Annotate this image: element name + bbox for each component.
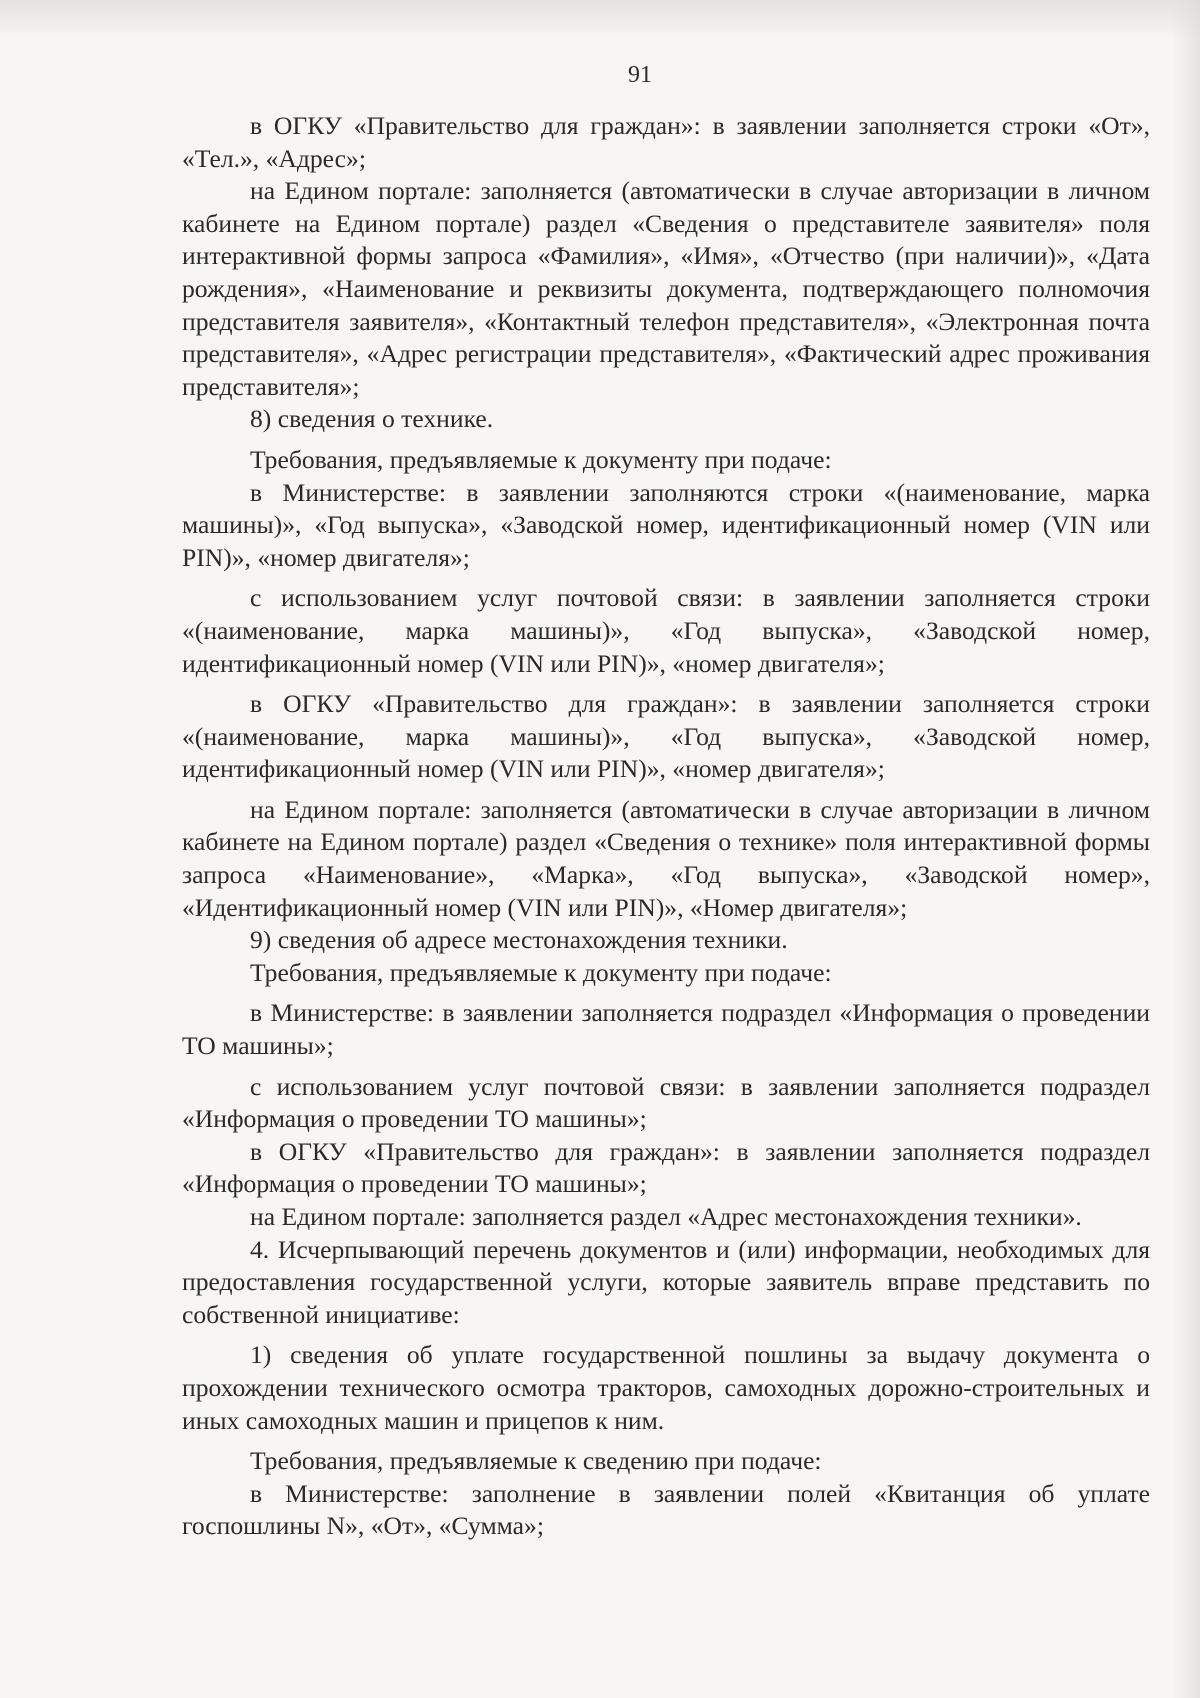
paragraph: в Министерстве: в заявлении заполняются строки «(наименование, марка машины)», «Год выпуска», «Заводской номер, идентификационный номер (VIN или PIN)», «номер двигателя»;	[182, 477, 1150, 572]
paragraph: в Министерстве: заполнение в заявлении полей «Квитанция об уплате госпошлины N», «От», «Сумма»;	[182, 1478, 1150, 1541]
paragraph: в ОГКУ «Правительство для граждан»: в заявлении заполняется строки «(наименование, марка машины)», «Год выпуска», «Заводской номер, идентификационный номер (VIN или PIN)», «номер двигателя»;	[182, 689, 1150, 784]
paragraph: 1) сведения об уплате государственной пошлины за выдачу документа о прохождении технического осмотра тракторов, самоходных дорожно-строительных и иных самоходных машин и прицепов к ним.	[182, 1340, 1150, 1435]
paragraph: с использованием услуг почтовой связи: в заявлении заполняется подраздел «Информация о проведении ТО машины»;	[182, 1071, 1150, 1134]
paragraph: на Едином портале: заполняется раздел «Адрес местонахождения техники».	[250, 1202, 1082, 1231]
paragraph: 4. Исчерпывающий перечень документов и (или) информации, необходимых для предоставления государственной услуги, которые заявитель вправе представить по собственной инициативе:	[182, 1234, 1150, 1329]
paragraph: Требования, предъявляемые к документу при подаче:	[250, 957, 832, 987]
paragraph: Требования, предъявляемые к сведению при подаче:	[250, 1446, 822, 1476]
paragraph: Требования, предъявляемые к документу при подаче:	[250, 444, 832, 474]
paragraph: 8) сведения о технике.	[250, 404, 494, 434]
page-number: 91	[628, 62, 652, 88]
scan-shadow-edge	[1172, 0, 1200, 1698]
paragraph: в Министерстве: в заявлении заполняется подраздел «Информация о проведении ТО машины»;	[182, 998, 1150, 1061]
paragraph: в ОГКУ «Правительство для граждан»: в заявлении заполняется подраздел «Информация о проведении ТО машины»;	[182, 1136, 1150, 1199]
paragraph: 9) сведения об адресе местонахождения техники.	[250, 925, 788, 955]
paragraph: с использованием услуг почтовой связи: в заявлении заполняется строки «(наименование, марка машины)», «Год выпуска», «Заводской номер, идентификационный номер (VIN или PIN)», «номер двигателя»;	[182, 583, 1150, 678]
document-body	[182, 110, 1150, 1543]
paragraph: на Едином портале: заполняется (автоматически в случае авторизации в личном кабинете на Едином портале) раздел «Сведения о технике» поля интерактивной формы запроса «Наименование», «Марка», «Год выпуска», «Заводской номер», «Идентификационный номер (VIN или PIN)», «Номер двигателя»;	[182, 794, 1150, 922]
paragraph: в ОГКУ «Правительство для граждан»: в заявлении заполняется строки «От», «Тел.», «Адрес»;	[182, 111, 1150, 173]
scan-shadow-top	[0, 0, 1200, 40]
paragraph: на Едином портале: заполняется (автоматически в случае авторизации в личном кабинете на Едином портале) раздел «Сведения о представителе заявителя» поля интерактивной формы запроса «Фамилия», «Имя», «Отчество (при наличии)», «Дата рождения», «Наименование и реквизиты документа, подтверждающего полномочия представителя заявителя», «Контактный телефон представителя», «Электронная почта представителя», «Адрес регистрации представителя», «Фактический адрес проживания представителя»;	[182, 176, 1150, 401]
